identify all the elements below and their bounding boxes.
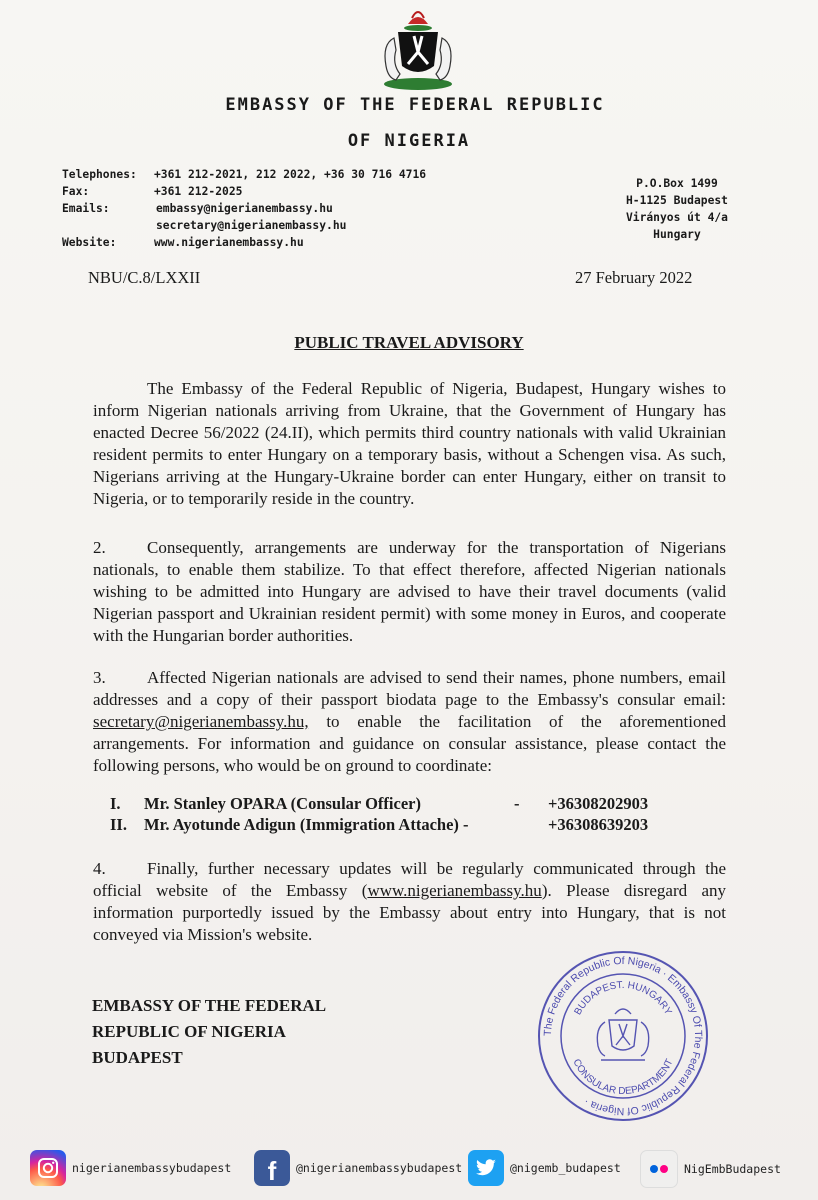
website-value: www.nigerianembassy.hu [154,236,304,249]
reference-number: NBU/C.8/LXXII [88,268,201,287]
flickr-link[interactable] [640,1150,781,1188]
address-line-3: Virányos út 4/a [625,211,728,224]
contact-persons-list [110,793,648,835]
website-link[interactable]: www.nigerianembassy.hu [367,881,542,900]
address-line-4: Hungary [653,228,701,241]
email-1: embassy@nigerianembassy.hu [156,202,333,215]
flickr-icon [640,1150,678,1188]
stamp-outer-text: The Federal Republic Of Nigeria · Embassy Of The Federal Republic Of Nigeria · [541,954,705,1118]
facebook-link[interactable] [254,1150,462,1186]
instagram-handle: nigerianembassybudapest [72,1161,232,1175]
paragraph-3-text-before: Affected Nigerian nationals are advised to send their names, phone numbers, email addresses and a copy of their passport biodata page to the Embassy's consular email: [93,668,726,709]
signature-line-2: REPUBLIC OF NIGERIA [92,1022,286,1041]
paragraph-4 [93,858,726,946]
paragraph-2-text: Consequently, arrangements are underway for the transportation of Nigerians nationals, to enable them stabilize. To that effect therefore, affected Nigerian nationals wishing to be admitted into Hungary are advised to have their travel documents (valid Nigerian passport and Ukrainian resident permit) with some money in Euros, and cooperate with the Hungarian border authorities. [93,538,726,645]
paragraph-3-text-after: to enable the facilitation of the aforementioned arrangements. For information and guidance on consular assistance, please contact the following persons, who would be on ground to coordinate: [93,712,726,775]
person-dash: - [514,794,520,813]
contact-block [62,166,426,251]
advisory-heading: PUBLIC TRAVEL ADVISORY [294,333,524,352]
postal-address [626,175,728,243]
email-2: secretary@nigerianembassy.hu [156,219,347,232]
paragraph-4-text-before: Finally, further necessary updates will be regularly communicated through the official website of the Embassy ( [93,859,726,900]
twitter-handle: @nigemb_budapest [510,1161,621,1175]
fax-value: +361 212-2025 [154,185,243,198]
official-stamp [535,948,711,1124]
facebook-icon: f [254,1150,290,1186]
person-phone: +36308639203 [548,815,649,834]
coat-of-arms-icon [368,4,468,92]
person-name: Mr. Stanley OPARA (Consular Officer) [144,794,421,813]
paragraph-3-number: 3. [93,668,106,687]
emails-label: Emails: [62,202,110,215]
address-line-1: P.O.Box 1499 [636,177,718,190]
person-phone: +36308202903 [548,794,649,813]
instagram-link[interactable] [30,1150,231,1186]
embassy-title-line2: OF NIGERIA [347,131,471,151]
telephones-label: Telephones: [62,168,137,181]
facebook-handle: @nigerianembassybudapest [296,1161,463,1175]
fax-label: Fax: [62,185,90,198]
list-item [110,814,648,835]
letter-date: 27 February 2022 [575,268,693,287]
signature-line-3: BUDAPEST [92,1048,183,1067]
paragraph-4-text-after: ). Please disregard any information purportedly issued by the Embassy about entry into Hungary, that is not conveyed via Mission's website. [93,881,726,944]
person-dash [514,814,548,835]
website-label: Website: [62,236,117,249]
stamp-bottom-text: CONSULAR DEPARTMENT [570,1057,676,1098]
stamp-top-text: BUDAPEST. HUNGARY [572,979,674,1017]
list-item [110,793,648,814]
telephones-value: +361 212-2021, 212 2022, +36 30 716 4716 [154,168,427,181]
twitter-link[interactable] [468,1150,621,1186]
instagram-icon [30,1150,66,1186]
address-line-2: H-1125 Budapest [625,194,728,207]
embassy-title-line1: EMBASSY OF THE FEDERAL REPUBLIC [225,95,605,115]
flickr-handle: NigEmbBudapest [684,1162,781,1176]
person-numeral: II. [110,815,127,834]
consular-email-link[interactable]: secretary@nigerianembassy.hu, [93,712,309,731]
person-name: Mr. Ayotunde Adigun (Immigration Attache) - [144,815,469,834]
signature-line-1: EMBASSY OF THE FEDERAL [92,996,327,1015]
signature-block [92,993,326,1071]
person-numeral: I. [110,794,121,813]
footer-social-bar [0,1138,818,1200]
paragraph-3 [93,667,726,777]
paragraph-4-number: 4. [93,859,106,878]
paragraph-1: The Embassy of the Federal Republic of Nigeria, Budapest, Hungary wishes to inform Nigerian nationals arriving from Ukraine, that the Government of Hungary has enacted Decree 56/2022 (24.II), which permits third country nationals with valid Ukrainian resident permits to enter Hungary on a temporary basis, without a Schengen visa. As such, Nigerians arriving at the Hungary-Ukraine border can enter Hungary, either on transit to Nigeria, or to temporarily reside in the country. [93,379,726,508]
stamp-coat-of-arms-icon [597,1009,648,1060]
svg-text:CONSULAR DEPARTMENT [570,1057,675,1097]
paragraph-2 [93,537,726,647]
twitter-icon [468,1150,504,1186]
paragraph-2-number: 2. [93,538,106,557]
